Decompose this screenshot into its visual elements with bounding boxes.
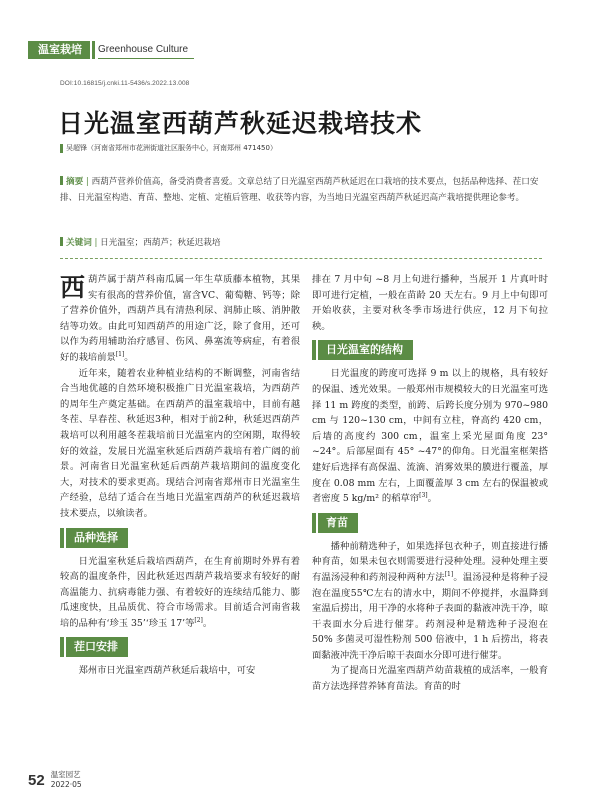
citation: [3] <box>419 492 428 500</box>
section-marker <box>312 340 316 360</box>
variety-text: 日光温室秋延后栽培西葫芦，在生育前期时外界有着较高的温度条件，因此秋延迟西葫芦栽培要求有较好的耐高温能力、抗病毒能力强、有着较好的连续结瓜能力、膨瓜速度快，且品质优、符合市场需求。目前适合河南省栽培的品种有‘珍玉 35’‘珍玉 17’等 <box>60 555 300 629</box>
section-marker <box>60 528 64 548</box>
right-column <box>312 272 548 695</box>
intro-paragraph-1 <box>60 272 300 366</box>
section-title: 茬口安排 <box>66 637 128 657</box>
abstract-text: 西葫芦营养价值高，备受消费者喜爱。文章总结了日光温室西葫芦秋延迟在口栽培的技术要点，包括品种选择、茬口安排、日光温室构造、育苗、整地、定植、定植后管理、收获等内容，为当地日光温室西葫芦秋延迟高产栽培提供理论参考。 <box>60 177 539 203</box>
author-line <box>60 143 277 153</box>
journal-name: 温室园艺 <box>50 770 81 779</box>
abstract: 摘要 | 西葫芦营养价值高，备受消费者喜爱。文章总结了日光温室西葫芦秋延迟在口栽培的技术要点，包括品种选择、茬口安排、日光温室构造、育苗、整地、定植、定植后管理、收获等内容，为当地日光温室西葫芦秋延迟高产栽培提供理论参考。 <box>60 177 539 203</box>
structure-paragraph <box>312 366 548 506</box>
divider-rule <box>60 258 542 259</box>
intro-end-1: 。 <box>124 351 134 363</box>
drop-cap: 西 <box>60 273 86 302</box>
section-heading-variety <box>60 528 300 548</box>
arrangement-continued: 排在 7 月中旬 ~8 月上旬进行播种，当展开 1 片真叶时即可进行定植，一般在苗龄 20 天左右。9 月上中旬即可开始收获，主要对秋冬季市场进行供应，12 月下旬拉秧。 <box>312 274 548 332</box>
journal-issue: 2022·05 <box>50 780 82 789</box>
column-header <box>28 40 272 60</box>
citation: [1] <box>115 350 125 358</box>
intro-text-1: 葫芦属于葫芦科南瓜属一年生草质藤本植物，其果实有很高的营养价值，富含VC、葡萄糖、钙等；除了营养价值外，西葫芦具有清热利尿、润肺止咳、消肿散结等功效。由此可知西葫芦的用途广泛，除了食用，还可以作为药用辅助治疗感冒、伤风、鼻塞流等病症，有着很好的栽培前景 <box>60 274 300 363</box>
variety-paragraph <box>60 554 300 632</box>
seedling-paragraph-1 <box>312 539 548 664</box>
section-title: 品种选择 <box>66 528 128 548</box>
header-divider <box>92 41 95 59</box>
section-heading-planting-arrangement <box>60 637 300 657</box>
column-name-en: Greenhouse Culture <box>98 41 194 59</box>
abstract-label: 摘要 <box>66 177 84 187</box>
author-marker <box>60 144 63 153</box>
section-heading-greenhouse-structure <box>312 340 548 360</box>
page-number: 52 <box>28 771 45 789</box>
keywords-text: 日光温室；西葫芦；秋延迟栽培 <box>100 238 221 248</box>
section-heading-seedling <box>312 513 548 533</box>
structure-end: 。 <box>427 493 437 505</box>
variety-end: 。 <box>202 617 213 629</box>
section-marker <box>312 513 316 533</box>
section-marker <box>60 637 64 657</box>
column-name-zh: 温室栽培 <box>28 41 90 59</box>
page-footer <box>28 770 82 790</box>
intro-paragraph-2: 近年来，随着农业种植业结构的不断调整，河南省结合当地优越的自然环境积极推广日光温室栽培，为西葫芦的周年生产奠定基础。在西葫芦的温室栽培中，目前有越冬茬、早春茬、秋延迟3种，相对于前2种，秋延迟西葫芦栽培可以利用越冬茬栽培前日光温室内的空闲期，取得较好的效益，发展日光温室秋延后西葫芦栽培有着广阔的前景。河南省日光温室秋延后西葫芦栽培期间的温度变化大，对技术的要求更高。现结合河南省郑州市日光温室生产经验，总结了适合在当地日光温室西葫芦的秋延迟栽培技术要点，以飨读者。 <box>60 367 300 519</box>
section-title: 育苗 <box>318 513 358 533</box>
abstract-marker <box>60 176 63 185</box>
seedling-text-b: 。温汤浸种是将种子浸泡在温度55℃左右的清水中，期间不停搅拌，水温降到室温后捞出，用干净的水将种子表面的黏液冲洗干净，晾干表面水分后进行催芽。药剂浸种是精选种子浸泡在 50% 多菌灵可湿性粉剂 500 倍液中，1 h 后捞出，将表面黏液冲洗干净后晾干表面水分即可进行催芽。 <box>312 571 548 661</box>
article-title: 日光温室西葫芦秋延迟栽培技术 <box>58 109 423 138</box>
structure-text: 日光温度的跨度可选择 9 m 以上的规格，具有较好的保温、透光效果。一般郑州市规模较大的日光温室可选择 11 m 跨度的类型，前跨、后跨长度分别为 970~980 cm 与 120~130 cm，中间有立柱，脊高约 420 cm，后墙的高度约 300 cm，温室上采光屋面角度 23° ~24°。后部屋面有 45° ~47°的仰角。日光温室框架搭建好后选择有高保温、流滴、消雾效果的膜进行覆盖，厚度在 0.08 mm 左右，上面覆盖厚 3 cm 左右的保温被或者密度 5 kg/m² 的稻草帘 <box>312 368 548 505</box>
citation: [2] <box>194 616 203 624</box>
citation: [1] <box>444 570 454 578</box>
doi: DOI:10.16815/j.cnki.11-5436/s.2022.13.008 <box>60 80 190 87</box>
author-affiliation: 吴超锋（河南省郑州市花洲街道社区服务中心，河南郑州 471450） <box>66 144 277 152</box>
keywords-marker <box>60 237 63 246</box>
seedling-text-a: 播种前精选种子，如果选择包衣种子，则直接进行播种育苗，如果未包衣则需要进行浸种处理。浸种处理主要有温汤浸种和药剂浸种两种方法 <box>312 540 548 583</box>
seedling-paragraph-2: 为了提高日光温室西葫芦幼苗栽植的成活率，一般育苗方法选择营养钵育苗法。育苗的时 <box>312 665 548 693</box>
keywords-label: 关键词 <box>66 238 92 248</box>
keywords: 关键词 | 日光温室；西葫芦；秋延迟栽培 <box>60 236 542 248</box>
left-column <box>60 272 300 679</box>
arrangement-paragraph: 郑州市日光温室西葫芦秋延后栽培中，可安 <box>78 665 256 677</box>
section-title: 日光温室的结构 <box>318 340 413 360</box>
footer-journal-block <box>51 770 82 790</box>
